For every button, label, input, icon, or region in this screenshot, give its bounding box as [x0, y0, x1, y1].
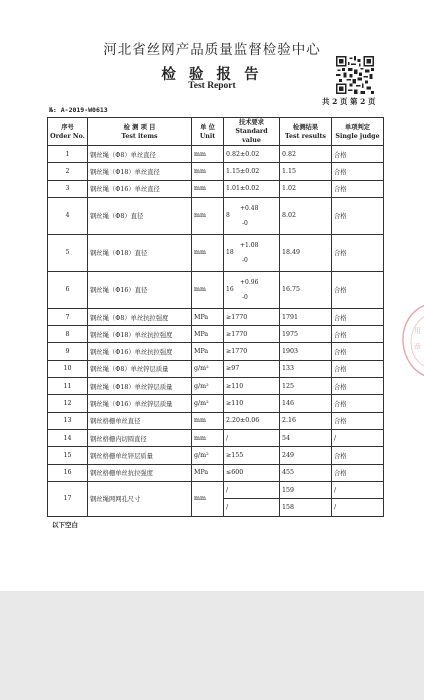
test-item: 钢丝格栅单丝抗拉强度 [88, 464, 192, 481]
row-number: 5 [48, 234, 88, 271]
single-judge: 合格 [332, 412, 384, 429]
row-number: 1 [48, 146, 88, 163]
unit: mm [192, 481, 224, 516]
single-judge: 合格 [332, 180, 384, 197]
row-number: 4 [48, 197, 88, 234]
standard-value: ≥1770 [224, 343, 280, 360]
row-number: 14 [48, 429, 88, 446]
test-result: 54 [280, 429, 332, 446]
standard-value-base: 8 [226, 212, 230, 220]
test-item: 钢丝绳（Φ8）单丝锌层质量 [88, 360, 192, 377]
table-row [48, 197, 384, 234]
svg-text:用: 用 [414, 327, 421, 335]
test-result: 1.02 [280, 180, 332, 197]
single-judge: 合格 [332, 146, 384, 163]
single-judge: 合格 [332, 395, 384, 412]
table-row [48, 163, 384, 180]
organization-name: 河北省丝网产品质量监督检验中心 [103, 42, 321, 58]
unit: mm [192, 163, 224, 180]
table-row [48, 412, 384, 429]
standard-value: ≥97 [224, 360, 280, 377]
svg-text:章: 章 [414, 343, 421, 351]
test-result: 1.15 [280, 163, 332, 180]
end-of-table-note: 以下空白 [52, 521, 78, 529]
red-seal-stamp-icon [398, 300, 424, 380]
table-header-row [48, 118, 384, 146]
single-judge: 合格 [332, 271, 384, 308]
test-item: 钢丝绳（Φ18）单丝锌层质量 [88, 378, 192, 395]
table-row [48, 464, 384, 481]
test-result: 1903 [280, 343, 332, 360]
standard-value: ≤600 [224, 464, 280, 481]
column-header-judge: 单项判定 Single judge [332, 118, 384, 146]
row-number: 7 [48, 308, 88, 325]
standard-value-lower: -0 [242, 256, 248, 264]
standard-value: / [224, 429, 280, 446]
single-judge: 合格 [332, 343, 384, 360]
single-judge: / [332, 481, 384, 499]
row-number: 3 [48, 180, 88, 197]
standard-value-base: 16 [226, 286, 234, 294]
single-judge: 合格 [332, 360, 384, 377]
test-result: 0.82 [280, 146, 332, 163]
unit: g/m² [192, 360, 224, 377]
standard-value-upper: +0.96 [240, 278, 259, 286]
test-result: 18.49 [280, 234, 332, 271]
row-number: 6 [48, 271, 88, 308]
standard-value: 1.15±0.02 [224, 163, 280, 180]
single-judge: 合格 [332, 326, 384, 343]
row-number: 17 [48, 481, 88, 516]
column-header-unit: 单 位 Unit [192, 118, 224, 146]
standard-value: ≥110 [224, 395, 280, 412]
table-row [48, 180, 384, 197]
standard-value: / [224, 481, 280, 499]
test-item: 钢丝绳（Φ16）单丝抗拉强度 [88, 343, 192, 360]
standard-value [224, 271, 280, 308]
table-row [48, 447, 384, 464]
test-item: 钢丝格栅单丝锌层质量 [88, 447, 192, 464]
single-judge: / [332, 429, 384, 446]
test-item: 钢丝绳（Φ18）单丝直径 [88, 163, 192, 180]
unit: MPa [192, 464, 224, 481]
table-row [48, 378, 384, 395]
report-title-chinese: 检 验 报 告 [161, 66, 263, 83]
table-row [48, 360, 384, 377]
single-judge: 合格 [332, 197, 384, 234]
column-header-order: 序号 Order No. [48, 118, 88, 146]
test-result: 133 [280, 360, 332, 377]
standard-value: ≥1770 [224, 308, 280, 325]
standard-value-lower: -0 [242, 293, 248, 301]
single-judge: / [332, 499, 384, 517]
table-row [48, 343, 384, 360]
table-row [48, 271, 384, 308]
row-number: 11 [48, 378, 88, 395]
single-judge: 合格 [332, 464, 384, 481]
standard-value [224, 234, 280, 271]
test-item: 钢丝绳（Φ16）直径 [88, 271, 192, 308]
single-judge: 合格 [332, 163, 384, 180]
standard-value-upper: +0.48 [240, 204, 259, 212]
report-title-english: Test Report [188, 81, 236, 91]
unit: MPa [192, 343, 224, 360]
test-item: 钢丝格栅单丝直径 [88, 412, 192, 429]
standard-value: 1.01±0.02 [224, 180, 280, 197]
standard-value: / [224, 499, 280, 517]
test-result: 1975 [280, 326, 332, 343]
row-number: 9 [48, 343, 88, 360]
standard-value: 0.82±0.02 [224, 146, 280, 163]
standard-value-base: 18 [226, 249, 234, 257]
unit: mm [192, 180, 224, 197]
standard-value: 2.20±0.06 [224, 412, 280, 429]
test-item: 钢丝绳（Φ8）单丝直径 [88, 146, 192, 163]
test-result: 249 [280, 447, 332, 464]
column-header-results: 检测结果 Test results [280, 118, 332, 146]
unit: mm [192, 146, 224, 163]
single-judge: 合格 [332, 234, 384, 271]
column-header-items: 检 测 项 目 Test items [88, 118, 192, 146]
unit: mm [192, 234, 224, 271]
page-number: 共 2 页 第 2 页 [322, 97, 376, 106]
row-number: 12 [48, 395, 88, 412]
unit: mm [192, 271, 224, 308]
row-number: 2 [48, 163, 88, 180]
standard-value: ≥155 [224, 447, 280, 464]
test-item: 钢丝绳（Φ18）单丝抗拉强度 [88, 326, 192, 343]
column-header-standard: 技术要求 Standard value [224, 118, 280, 146]
test-result: 158 [280, 499, 332, 517]
report-number: №: A-2019-W0613 [49, 106, 108, 114]
table-row [48, 234, 384, 271]
standard-value: ≥110 [224, 378, 280, 395]
standard-value: ≥1770 [224, 326, 280, 343]
test-item: 钢丝绳（Φ8）单丝抗拉强度 [88, 308, 192, 325]
standard-value-upper: +1.08 [240, 241, 259, 249]
unit: MPa [192, 308, 224, 325]
test-result: 159 [280, 481, 332, 499]
test-result: 146 [280, 395, 332, 412]
unit: MPa [192, 326, 224, 343]
unit: g/m² [192, 447, 224, 464]
standard-value-lower: -0 [242, 219, 248, 227]
unit: mm [192, 197, 224, 234]
test-item: 钢丝绳（Φ18）直径 [88, 234, 192, 271]
table-row [48, 326, 384, 343]
single-judge: 合格 [332, 378, 384, 395]
test-item: 钢丝绳（Φ8）直径 [88, 197, 192, 234]
test-result: 8.02 [280, 197, 332, 234]
row-number: 13 [48, 412, 88, 429]
unit: mm [192, 429, 224, 446]
test-result: 1791 [280, 308, 332, 325]
table-row [48, 481, 384, 499]
single-judge: 合格 [332, 447, 384, 464]
row-number: 15 [48, 447, 88, 464]
unit: mm [192, 412, 224, 429]
table-row [48, 395, 384, 412]
table-row [48, 146, 384, 163]
test-result: 2.16 [280, 412, 332, 429]
test-item: 钢丝绳网网孔尺寸 [88, 481, 192, 516]
test-result: 455 [280, 464, 332, 481]
test-result: 125 [280, 378, 332, 395]
standard-value [224, 197, 280, 234]
test-result: 16.75 [280, 271, 332, 308]
row-number: 8 [48, 326, 88, 343]
row-number: 16 [48, 464, 88, 481]
unit: g/m² [192, 378, 224, 395]
table-row [48, 308, 384, 325]
test-item: 钢丝绳（Φ16）单丝锌层质量 [88, 395, 192, 412]
single-judge: 合格 [332, 308, 384, 325]
test-results-table [47, 117, 384, 517]
test-item: 钢丝格栅内切圆直径 [88, 429, 192, 446]
row-number: 10 [48, 360, 88, 377]
unit: g/m² [192, 395, 224, 412]
qr-code-icon [336, 56, 374, 94]
table-row [48, 429, 384, 446]
test-item: 钢丝绳（Φ16）单丝直径 [88, 180, 192, 197]
